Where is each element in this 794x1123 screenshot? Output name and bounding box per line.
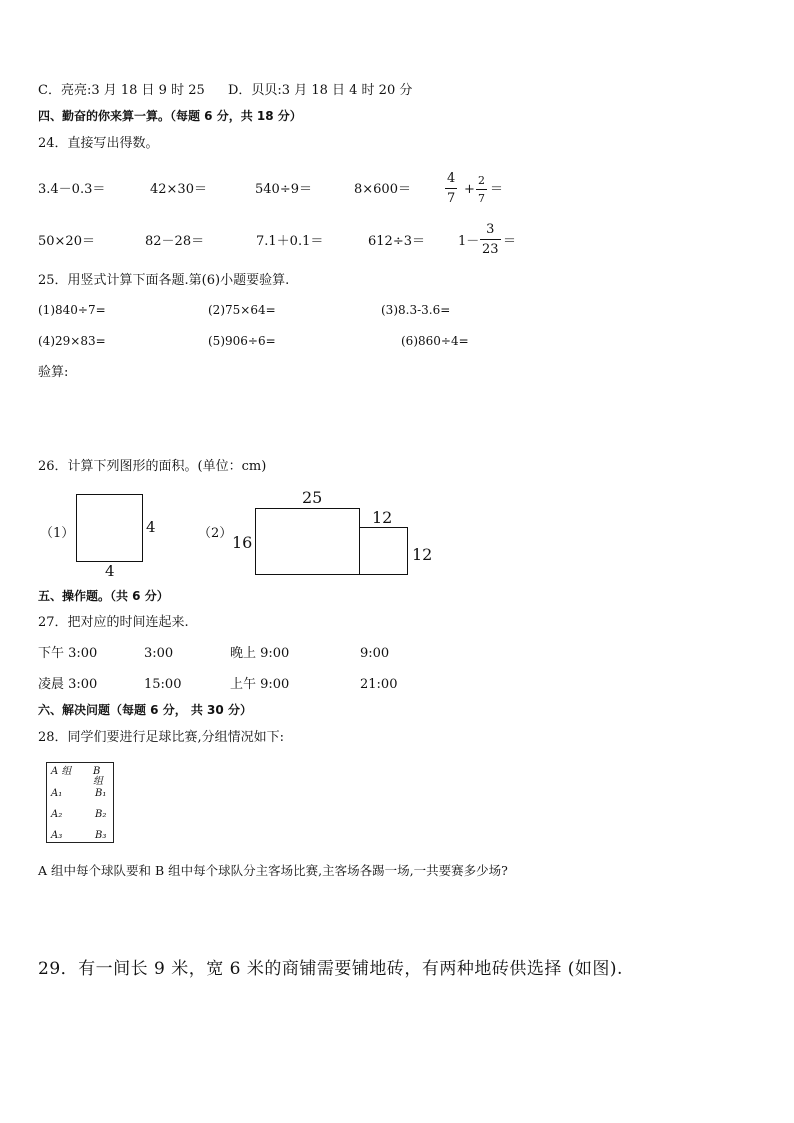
section-5-title: 五、操作题。（共 6 分）: [38, 589, 169, 603]
table-cell-a3: A₃: [51, 830, 63, 841]
q26-fig1-label: （1）: [40, 526, 75, 541]
q28-title: 28．同学们要进行足球比赛,分组情况如下:: [38, 730, 285, 745]
table-header-a: A 组: [51, 766, 72, 777]
q29-text: 29．有一间长 9 米，宽 6 米的商铺需要铺地砖，有两种地砖供选择 (如图).: [38, 959, 623, 979]
q25-item-6: (6)860÷4=: [401, 334, 469, 348]
q24-r2-c2: 82－28＝: [145, 234, 205, 249]
q25-item-1: (1)840÷7=: [38, 303, 106, 317]
small-square: [359, 527, 408, 575]
q24-title: 24．直接写出得数。: [38, 136, 159, 151]
q25-item-4: (4)29×83=: [38, 334, 106, 348]
q27-r2-c1: 凌晨 3:00: [38, 677, 98, 692]
q24-r2-c3: 7.1＋0.1＝: [256, 234, 324, 249]
q24-fraction-2-7: 2 7: [478, 174, 485, 205]
q27-r2-c2: 15:00: [144, 677, 182, 692]
q24-fraction-4-7: 4 7: [447, 171, 456, 206]
small-square-right-label: 12: [412, 545, 433, 564]
table-cell-b2: B₂: [95, 809, 107, 820]
section-4-title: 四、勤奋的你来算一算。（每题 6 分，共 18 分）: [38, 109, 302, 123]
q27-r2-c3: 上午 9:00: [230, 677, 290, 692]
q24-one-minus: 1－: [458, 234, 480, 249]
q24-eq1: ＝: [490, 182, 504, 197]
q24-r1-c3: 540÷9＝: [255, 182, 312, 197]
q24-r1-c1: 3.4－0.3＝: [38, 182, 106, 197]
q25-item-3: (3)8.3-3.6=: [381, 303, 451, 317]
section-6-title: 六、解决问题（每题 6 分， 共 30 分）: [38, 703, 252, 717]
large-rect-left-label: 16: [232, 533, 253, 552]
option-d: D．贝贝:3 月 18 日 4 时 20 分: [228, 83, 413, 98]
square-side-right: 4: [146, 518, 156, 536]
group-table: [46, 762, 114, 843]
q25-item-2: (2)75×64=: [208, 303, 276, 317]
q24-r1-c4: 8×600＝: [354, 182, 411, 197]
large-rectangle: [255, 508, 360, 575]
q27-r1-c3: 晚上 9:00: [230, 646, 290, 661]
q24-r1-c2: 42×30＝: [150, 182, 207, 197]
small-square-top-label: 12: [372, 508, 393, 527]
q24-r2-c1: 50×20＝: [38, 234, 95, 249]
table-cell-a1: A₁: [51, 788, 63, 799]
q27-title: 27．把对应的时间连起来.: [38, 615, 189, 630]
q27-r1-c4: 9:00: [360, 646, 390, 661]
q25-title: 25．用竖式计算下面各题.第(6)小题要验算.: [38, 273, 290, 288]
square-side-bottom: 4: [105, 562, 115, 580]
q28-question: A 组中每个球队要和 B 组中每个球队分主客场比赛,主客场各踢一场,一共要赛多少场?: [38, 863, 508, 878]
q24-plus: +: [464, 182, 475, 197]
table-cell-b3: B₃: [95, 830, 107, 841]
table-cell-a2: A₂: [51, 809, 63, 820]
q25-item-5: (5)906÷6=: [208, 334, 276, 348]
square-figure: [76, 494, 143, 562]
table-header-b: B 组: [93, 766, 103, 787]
table-cell-b1: B₁: [95, 788, 107, 799]
q26-fig2-label: （2）: [198, 526, 233, 541]
q24-fraction-3-23: 3 23: [482, 222, 499, 257]
q24-r2-c4: 612÷3＝: [368, 234, 425, 249]
q25-check-label: 验算:: [38, 365, 69, 380]
large-rect-top-label: 25: [302, 488, 323, 507]
q27-r2-c4: 21:00: [360, 677, 398, 692]
q24-eq2: ＝: [503, 234, 517, 249]
q27-r1-c1: 下午 3:00: [38, 646, 98, 661]
q27-r1-c2: 3:00: [144, 646, 174, 661]
q26-title: 26．计算下列图形的面积。(单位：cm): [38, 459, 267, 474]
option-c: C．亮亮:3 月 18 日 9 时 25: [38, 83, 205, 98]
